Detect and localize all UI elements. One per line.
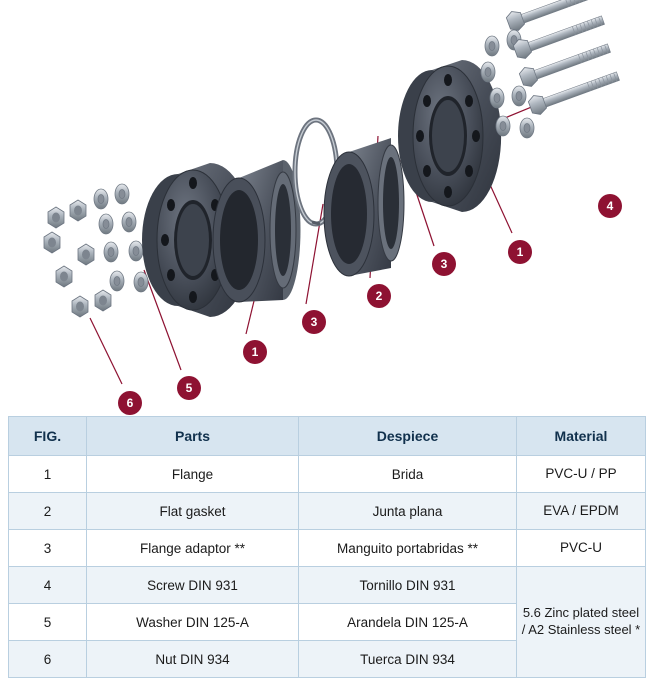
flange-right <box>398 60 501 212</box>
cell-despiece: Brida <box>299 456 517 493</box>
column-header-fig: FIG. <box>9 417 87 456</box>
callout-3-left: 3 <box>302 310 326 334</box>
cell-material-merged: 5.6 Zinc plated steel / A2 Stainless steel * <box>517 567 646 678</box>
table-row <box>9 456 646 493</box>
column-header-material: Material <box>517 417 646 456</box>
cell-fig: 6 <box>9 641 87 678</box>
table-header-row <box>9 417 646 456</box>
cell-parts: Flat gasket <box>87 493 299 530</box>
cell-parts: Flange <box>87 456 299 493</box>
cell-parts: Washer DIN 125-A <box>87 604 299 641</box>
table-row <box>9 530 646 567</box>
table-row <box>9 493 646 530</box>
cell-fig: 1 <box>9 456 87 493</box>
column-header-despiece: Despiece <box>299 417 517 456</box>
washer-group <box>94 184 148 292</box>
callout-1-right: 1 <box>508 240 532 264</box>
cell-material: PVC-U / PP <box>517 456 646 493</box>
table-row <box>9 567 646 604</box>
cell-despiece: Junta plana <box>299 493 517 530</box>
cell-despiece: Tornillo DIN 931 <box>299 567 517 604</box>
cell-despiece: Tuerca DIN 934 <box>299 641 517 678</box>
cell-parts: Flange adaptor ** <box>87 530 299 567</box>
column-header-parts: Parts <box>87 417 299 456</box>
cell-fig: 2 <box>9 493 87 530</box>
parts-table <box>8 416 646 678</box>
cell-despiece: Arandela DIN 125-A <box>299 604 517 641</box>
cell-material: EVA / EPDM <box>517 493 646 530</box>
callout-3-right: 3 <box>432 252 456 276</box>
callout-6: 6 <box>118 391 142 415</box>
cell-fig: 3 <box>9 530 87 567</box>
callout-1-left: 1 <box>243 340 267 364</box>
cell-fig: 4 <box>9 567 87 604</box>
callout-2: 2 <box>367 284 391 308</box>
cell-material: PVC-U <box>517 530 646 567</box>
cell-parts: Nut DIN 934 <box>87 641 299 678</box>
callout-4-top: 4 <box>598 194 622 218</box>
callout-5: 5 <box>177 376 201 400</box>
cell-parts: Screw DIN 931 <box>87 567 299 604</box>
cell-fig: 5 <box>9 604 87 641</box>
cell-despiece: Manguito portabridas ** <box>299 530 517 567</box>
